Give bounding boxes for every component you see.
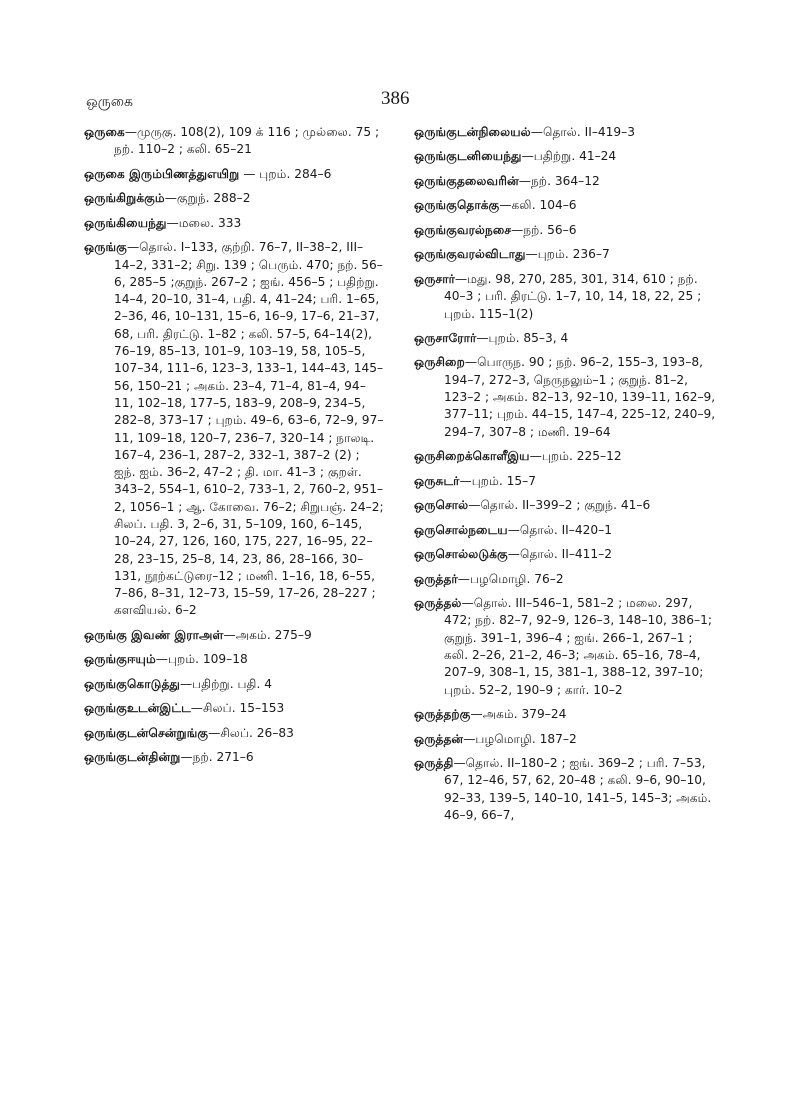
entry-headword: ஒருங்கியைந்து (84, 215, 167, 230)
entry-references: —புறம். 109–18 (155, 652, 248, 667)
index-entry (84, 166, 384, 183)
index-entry (84, 676, 384, 693)
entry-references: —புறம். 225–12 (529, 449, 622, 464)
index-entry (414, 546, 720, 563)
index-entry (414, 124, 720, 141)
entry-references: —புறம். 236–7 (525, 247, 610, 262)
entry-references: —அகம். 379–24 (470, 707, 567, 722)
entry-references: —மலை. 333 (166, 215, 242, 230)
index-entry (84, 651, 384, 668)
index-entry (84, 190, 384, 207)
entry-references: —பழமொழி. 76–2 (457, 571, 564, 586)
entry-headword: ஒருங்குஈயும் (84, 652, 156, 667)
entry-headword: ஒருத்தற்கு (414, 707, 471, 722)
index-entry (414, 222, 720, 239)
entry-headword: ஒருகை இரும்பிணத்துஎயிறு (84, 166, 240, 181)
entry-references: —தொல். II–399–2 ; குறுந். 41–6 (468, 498, 651, 513)
entry-headword: ஒருசொல் (414, 498, 469, 513)
entry-references: —தொல். II–180–2 ; ஐங். 369–2 ; பரி. 7–53, 67, 12–46, 57, 62, 20–48 ; கலி. 9–6, 90–10, 92–33, 139–5, 140–10, 141–5, 145–3; அகம். 46–9, 66–7, (444, 755, 712, 822)
index-entry (414, 731, 720, 748)
index-entry (414, 197, 720, 214)
entry-headword: ஒருத்தன் (414, 731, 464, 746)
entry-references: —மது. 98, 270, 285, 301, 314, 610 ; நற். 40–3 ; பரி. திரட்டு. 1–7, 10, 14, 18, 22, 25 ; புறம். 115–1(2) (444, 271, 702, 321)
entry-headword: ஒருகை (84, 125, 125, 139)
entry-references: — புறம். 284–6 (239, 166, 332, 181)
running-head: ஒருகை (86, 94, 133, 110)
index-entry (84, 700, 384, 717)
entry-headword: ஒருங்கு இவண் இராஅள் (84, 627, 224, 642)
entry-headword: ஒருங்கிறுக்கும் (84, 191, 165, 206)
entry-headword: ஒருங்குடன்தின்று (84, 750, 181, 765)
entry-headword: ஒருங்குடன்சென்றுங்கு (84, 725, 209, 740)
entry-headword: ஒருசாரோர் (414, 330, 477, 345)
index-entry (84, 215, 384, 232)
right-column (414, 124, 720, 831)
index-entry (414, 271, 720, 323)
entry-references: —நற். 364–12 (518, 173, 600, 188)
entry-references: —தொல். III–546–1, 581–2 ; மலை. 297, 472; நற். 82–7, 92–9, 126–3, 148–10, 386–1; குறுந். 391–1, 396–4 ; ஐங். 266–1, 267–1 ; கலி. 2–26, 21–2, 46–3; அகம். 65–16, 78–4, 207–9, 308–1, 15, 381–1, 388–12, 397–10; புறம். 52–2, 190–9 ; கார். 10–2 (444, 596, 713, 697)
entry-headword: ஒருத்தர் (414, 571, 458, 586)
entry-references: —புறம். 85–3, 4 (476, 330, 569, 345)
entry-headword: ஒருங்குதலைவரின் (414, 173, 519, 188)
entry-headword: ஒருசொல்லடுக்கு (414, 547, 508, 562)
entry-headword: ஒருங்குஉடன்இட்ட (84, 701, 191, 716)
entry-headword: ஒருங்குதொக்கு (414, 198, 500, 213)
entry-references: —பதிற்று. பதி. 4 (179, 676, 273, 691)
index-entry (414, 497, 720, 514)
index-entry (414, 173, 720, 190)
index-entry (84, 749, 384, 766)
index-entry (414, 354, 720, 440)
entry-references: —தொல். II–419–3 (530, 125, 636, 139)
entry-headword: ஒருசுடர் (414, 473, 460, 488)
entry-headword: ஒருசார் (414, 271, 455, 286)
entry-references: —புறம். 15–7 (459, 473, 536, 488)
index-entry (84, 239, 384, 620)
entry-references: —பழமொழி. 187–2 (463, 731, 577, 746)
entry-references: —அகம். 275–9 (223, 627, 312, 642)
left-column (84, 124, 384, 774)
entry-references: —தொல். I–133, குற்றி. 76–7, II–38–2, III–14–2, 331–2; சிறு. 139 ; பெரும். 470; நற். 56–6, 285–5 ;குறுந். 267–2 ; ஐங். 456–5 ; பதிற்று. 14–4, 20–10, 31–4, பதி. 4, 41–24; பரி. 1–65, 2–36, 46, 10–131, 15–6, 16–9, 17–6, 21–37, 68, பரி. திரட்டு. 1–82 ; கலி. 57–5, 64–14(2), 76–19, 85–13, 101–9, 103–19, 58, 105–5, 107–34, 111–6, 123–3, 133–1, 144–43, 145–56, 150–21 ; அகம். 23–4, 71–4, 81–4, 94–11, 102–18, 177–5, 183–9, 208–9, 234–5, 282–8, 373–17 ; புறம். 49–6, 63–6, 72–9, 97–11, 109–18, 120–7, 236–7, 320–14 ; நாலடி. 167–4, 236–1, 287–2, 332–1, 387–2 (2) ; ஐந். ஐம். 36–2, 47–2 ; தி. மா. 41–3 ; குறள். 343–2, 554–1, 610–2, 733–1, 2, 760–2, 951–2, 1056–1 ; ஆ. கோவை. 76–2; சிறுபஞ். 24–2; சிலப். பதி. 3, 2–6, 31, 5–109, 160, 6–145, 10–24, 27, 126, 160, 175, 227, 16–95, 22–28, 23–15, 25–8, 14, 23, 86, 28–166, 30–131, நூற்கட்டுரை–12 ; மணி. 1–16, 18, 6–55, 7–86, 8–31, 12–73, 15–59, 17–26, 28–227 ; களவியல். 6–2 (114, 240, 384, 618)
index-entry (84, 725, 384, 742)
entry-headword: ஒருங்குடன்நிலையல் (414, 125, 531, 139)
index-entry (414, 755, 720, 824)
entry-references: —சிலப். 26–83 (208, 725, 294, 740)
entry-headword: ஒருசிறைக்கொளீஇய (414, 449, 530, 464)
index-entry (414, 706, 720, 723)
entry-references: —கலி. 104–6 (499, 198, 577, 213)
entry-headword: ஒருசிறை (414, 355, 465, 370)
entry-headword: ஒருங்குகொடுத்து (84, 676, 180, 691)
entry-headword: ஒருங்குவரல்நசை (414, 222, 512, 237)
index-entry (414, 473, 720, 490)
entry-references: —நற். 271–6 (180, 750, 254, 765)
index-entry (414, 330, 720, 347)
page-number: 386 (381, 88, 410, 109)
index-entry (414, 571, 720, 588)
index-entry (414, 595, 720, 699)
entry-references: —பொருந. 90 ; நற். 96–2, 155–3, 193–8, 194–7, 272–3, நெருநலும்–1 ; குறுந். 81–2, 123–2 ; அகம். 82–13, 92–10, 139–11, 162–9, 377–11; புறம். 44–15, 147–4, 225–12, 240–9, 294–7, 307–8 ; மணி. 19–64 (444, 355, 716, 439)
entry-headword: ஒருங்குடனியைந்து (414, 149, 522, 164)
index-entry (414, 148, 720, 165)
entry-references: —பதிற்று. 41–24 (521, 149, 617, 164)
entry-references: —தொல். II–420–1 (507, 522, 612, 537)
entry-headword: ஒருங்கு (84, 240, 127, 255)
index-entry (414, 448, 720, 465)
index-entry (84, 124, 384, 159)
entry-references: —நற். 56–6 (511, 222, 577, 237)
entry-headword: ஒருங்குவரல்விடாது (414, 247, 526, 262)
index-entry (414, 522, 720, 539)
entry-references: —குறுந். 288–2 (164, 191, 251, 206)
entry-headword: ஒருசொல்நடைய (414, 522, 508, 537)
index-entry (414, 246, 720, 263)
entry-references: —தொல். II–411–2 (507, 547, 613, 562)
entry-references: —சிலப். 15–153 (190, 701, 285, 716)
index-entry (84, 627, 384, 644)
entry-references: —முருகு. 108(2), 109 க் 116 ; முல்லை. 75 ; நற். 110–2 ; கலி. 65–21 (114, 125, 380, 157)
entry-headword: ஒருத்தல் (414, 596, 462, 611)
entry-headword: ஒருத்தி (414, 755, 454, 770)
